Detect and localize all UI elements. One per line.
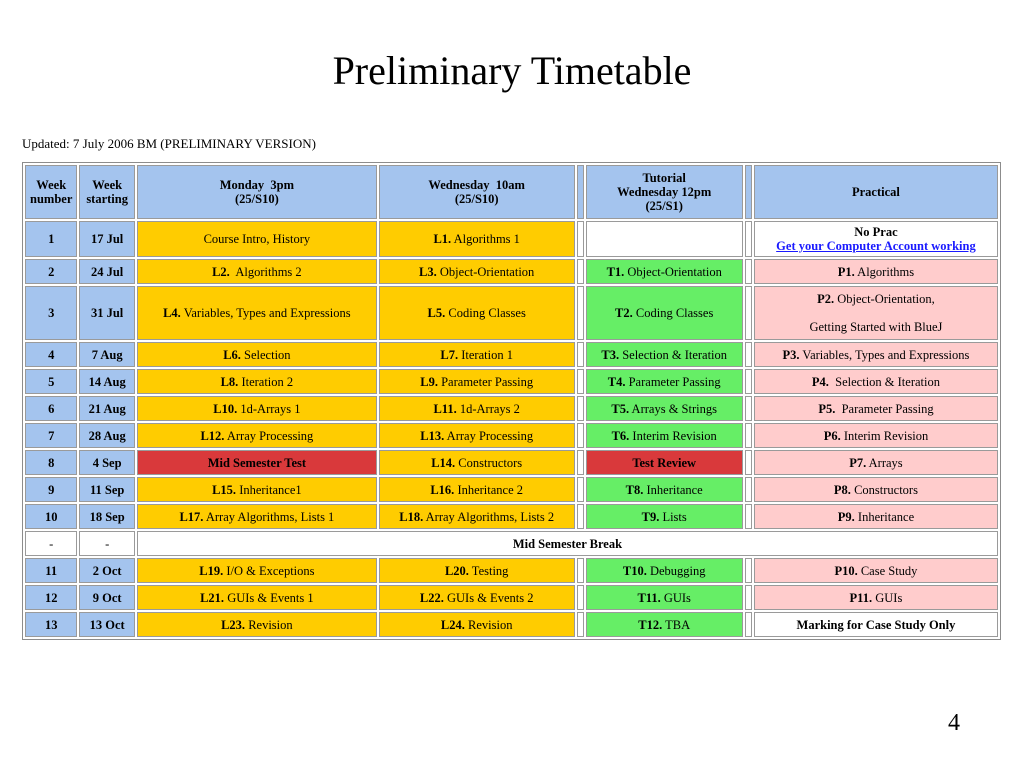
practical-code: P1. [837,264,855,279]
week-number-cell [25,612,77,637]
practical-code: No Prac [854,225,898,239]
timetable [22,162,1001,640]
column-gap [745,504,752,529]
monday-lecture-cell [137,396,377,421]
week-starting: 14 Aug [88,374,126,389]
week-number: 8 [48,455,55,470]
week-number-cell [25,259,77,284]
practical-cell [754,221,998,257]
column-gap [745,477,752,502]
week-number: 2 [48,264,55,279]
lecture-title: Algorithms 2 [229,264,302,279]
week-starting: 21 Aug [88,401,126,416]
practical-code: P8. [833,482,851,497]
week-starting-cell [79,531,134,556]
lecture-title: GUIs & Events 1 [224,590,314,605]
column-gap [577,585,584,610]
week-number: 13 [44,617,58,632]
week-number: 6 [48,401,55,416]
practical-code: P3. [782,347,800,362]
table-row [25,477,998,502]
tutorial-cell [586,259,743,284]
week-starting-cell [79,558,134,583]
column-gap [577,286,584,340]
wednesday-lecture-cell [379,477,575,502]
tutorial-code: T1. [606,264,625,279]
table-row [25,558,998,583]
lecture-code: L14. [431,455,456,470]
header-monday: Monday 3pm (25/S10) [137,165,377,219]
practical-cell [754,396,998,421]
week-starting-cell [79,612,134,637]
page-number: 4 [948,710,960,736]
practical-title: Algorithms [854,264,915,279]
week-number: 7 [48,428,55,443]
header-practical: Practical [754,165,998,219]
week-starting-cell [79,286,134,340]
practical-code: P10. [834,563,858,578]
tutorial-cell [586,558,743,583]
tutorial-cell [586,221,743,257]
lecture-code: L5. [427,306,446,320]
week-starting: 4 Sep [92,455,122,470]
tutorial-cell [586,477,743,502]
practical-cell [754,504,998,529]
wednesday-lecture-cell [379,396,575,421]
monday-lecture-cell [137,504,377,529]
table-row [25,423,998,448]
lecture-code: L24. [440,617,465,632]
practical-title-line2: Getting Started with BlueJ [809,320,943,334]
week-number-cell [25,585,77,610]
slide-title: Preliminary Timetable [332,48,692,93]
lecture-code: L2. [212,264,230,279]
wednesday-lecture-cell [379,612,575,637]
computer-account-link[interactable]: Get your Computer Account working [776,239,976,253]
lecture-title: Array Processing [224,428,314,443]
lecture-title: Testing [468,563,509,578]
week-number: 5 [48,374,55,389]
practical-code: P7. [849,455,867,470]
tutorial-cell [586,585,743,610]
week-number: 3 [48,306,55,320]
tutorial-code: T11. [637,590,661,605]
week-number-cell [25,221,77,257]
header-gap [577,165,584,219]
column-gap [745,450,752,475]
week-number-cell [25,369,77,394]
practical-cell [754,612,998,637]
lecture-title: 1d-Arrays 1 [237,401,301,416]
lecture-title: Revision [464,617,513,632]
column-gap [577,612,584,637]
practical-code: P4. [811,374,829,389]
lecture-title: Constructors [455,455,523,470]
header-row [25,165,998,219]
practical-title: Variables, Types and Expressions [799,347,970,362]
column-gap [745,585,752,610]
lecture-code: L1. [433,232,452,246]
lecture-title: Array Algorithms, Lists 2 [423,509,555,524]
column-gap [577,450,584,475]
week-number-cell [25,450,77,475]
tutorial-code: T2. [615,306,633,320]
lecture-title: 1d-Arrays 2 [456,401,520,416]
week-number: - [49,536,54,551]
week-starting: 7 Aug [91,347,123,362]
lecture-title: Course Intro, History [203,232,311,246]
week-starting-cell [79,477,134,502]
lecture-title: GUIs & Events 2 [443,590,534,605]
lecture-code: L11. [433,401,457,416]
column-gap [745,342,752,367]
lecture-code: L3. [419,264,437,279]
tutorial-cell [586,423,743,448]
column-gap [745,396,752,421]
practical-cell [754,342,998,367]
week-starting-cell [79,342,134,367]
lecture-code: L8. [220,374,239,389]
table-row [25,612,998,637]
lecture-code: L6. [223,347,241,362]
practical-cell [754,477,998,502]
monday-lecture-cell [137,612,377,637]
column-gap [577,504,584,529]
week-starting-cell [79,259,134,284]
practical-cell [754,558,998,583]
lecture-title: Variables, Types and Expressions [180,306,351,320]
week-starting: 2 Oct [92,563,122,578]
tutorial-title: Arrays & Strings [629,401,717,416]
monday-lecture-cell [137,221,377,257]
lecture-code: L10. [213,401,238,416]
wednesday-lecture-cell [379,286,575,340]
week-starting: 28 Aug [88,428,126,443]
week-starting-cell [79,396,134,421]
column-gap [577,221,584,257]
tutorial-title: Interim Revision [629,428,717,443]
practical-title: Constructors [850,482,918,497]
week-starting-cell [79,450,134,475]
lecture-title: Array Processing [444,428,534,443]
lecture-code: L12. [200,428,225,443]
monday-lecture-cell [137,558,377,583]
week-number-cell [25,558,77,583]
week-number-cell [25,342,77,367]
tutorial-code: T3. [601,347,620,362]
week-starting-cell [79,504,134,529]
tutorial-code: T10. [622,563,647,578]
monday-lecture-cell [137,369,377,394]
practical-cell [754,423,998,448]
lecture-code: L21. [200,590,225,605]
practical-code: P9. [837,509,855,524]
monday-lecture-cell [137,585,377,610]
wednesday-lecture-cell [379,423,575,448]
week-number: 11 [45,563,58,578]
lecture-title: Array Algorithms, Lists 1 [203,509,335,524]
tutorial-code: T12. [638,617,663,632]
practical-title: Selection & Iteration [828,374,940,389]
lecture-code: L4. [163,306,181,320]
tutorial-title: Debugging [646,563,706,578]
lecture-title: Inheritance1 [236,482,302,497]
column-gap [745,286,752,340]
week-number-cell [25,396,77,421]
table-row [25,531,998,556]
tutorial-code: T8. [625,482,644,497]
lecture-title: I/O & Exceptions [223,563,315,578]
monday-lecture-cell [137,342,377,367]
practical-code: P6. [823,428,841,443]
practical-code: P11. [849,590,873,605]
tutorial-cell [586,396,743,421]
header-gap [745,165,752,219]
practical-title: GUIs [872,590,903,605]
wednesday-lecture-cell [379,504,575,529]
lecture-title: Inheritance 2 [454,482,524,497]
table-row [25,450,998,475]
tutorial-cell [586,504,743,529]
practical-title: Parameter Passing [835,401,934,416]
practical-cell [754,286,998,340]
column-gap [577,558,584,583]
column-gap [745,369,752,394]
lecture-title: Coding Classes [445,306,526,320]
table-row [25,396,998,421]
header-tutorial: Tutorial Wednesday 12pm (25/S1) [586,165,743,219]
week-number-cell [25,286,77,340]
tutorial-cell [586,450,743,475]
lecture-code: L7. [440,347,459,362]
tutorial-title: Lists [659,509,687,524]
table-row [25,585,998,610]
week-number: 9 [48,482,55,497]
tutorial-title: Selection & Iteration [619,347,728,362]
wednesday-lecture-cell [379,342,575,367]
table-row [25,286,998,340]
lecture-title: Algorithms 1 [451,232,520,246]
table-row [25,504,998,529]
tutorial-title: Coding Classes [632,306,714,320]
wednesday-lecture-cell [379,450,575,475]
week-number-cell [25,423,77,448]
week-number: 12 [44,590,58,605]
table-row [25,369,998,394]
lecture-code: L17. [179,509,204,524]
tutorial-cell [586,342,743,367]
practical-title: Case Study [857,563,918,578]
wednesday-lecture-cell [379,585,575,610]
tutorial-cell [586,369,743,394]
lecture-title: Iteration 1 [458,347,513,362]
week-starting: 11 Sep [89,482,125,497]
tutorial-title: Object-Orientation [624,264,722,279]
lecture-title: Selection [240,347,291,362]
wednesday-lecture-cell [379,558,575,583]
week-starting: 18 Sep [89,509,125,524]
tutorial-cell [586,612,743,637]
tutorial-title: TBA [662,617,691,632]
tutorial-title: GUIs [660,590,691,605]
monday-lecture-cell [137,286,377,340]
column-gap [745,259,752,284]
timetable-body [25,221,998,637]
practical-title: Interim Revision [840,428,929,443]
column-gap [745,423,752,448]
table-row [25,259,998,284]
lecture-code: L19. [199,563,224,578]
wednesday-lecture-cell [379,259,575,284]
mid-semester-break-cell [137,531,998,556]
lecture-title: Iteration 2 [238,374,294,389]
week-starting: 9 Oct [92,590,122,605]
tutorial-code: Test Review [632,455,697,470]
column-gap [577,423,584,448]
week-number-cell [25,477,77,502]
week-number-cell [25,504,77,529]
break-label: Mid Semester Break [512,536,623,551]
week-starting: 17 Jul [90,232,124,246]
tutorial-title: Inheritance [643,482,703,497]
tutorial-cell [586,286,743,340]
column-gap [745,558,752,583]
lecture-code: L18. [399,509,424,524]
monday-lecture-cell [137,423,377,448]
lecture-code: L9. [420,374,438,389]
practical-code: Marking for Case Study Only [796,617,956,632]
lecture-title: Revision [245,617,293,632]
week-starting-cell [79,221,134,257]
practical-cell [754,585,998,610]
updated-note: Updated: 7 July 2006 BM (PRELIMINARY VERSION) [22,136,316,151]
week-number: 4 [48,347,55,362]
week-starting-cell [79,423,134,448]
column-gap [577,259,584,284]
tutorial-title: Parameter Passing [625,374,721,389]
practical-code: P2. [817,292,835,306]
tutorial-code: T4. [607,374,626,389]
week-starting-cell [79,585,134,610]
practical-code: P5. [818,401,836,416]
header-wednesday: Wednesday 10am (25/S10) [379,165,575,219]
lecture-code: Mid Semester Test [207,455,307,470]
tutorial-code: T6. [611,428,630,443]
lecture-code: L23. [221,617,246,632]
wednesday-lecture-cell [379,221,575,257]
tutorial-code: T5. [611,401,630,416]
practical-title: Inheritance [854,509,915,524]
lecture-code: L20. [444,563,469,578]
lecture-code: L15. [212,482,237,497]
week-number-cell [25,531,77,556]
column-gap [577,396,584,421]
week-starting: 31 Jul [90,306,124,320]
lecture-code: L22. [419,590,444,605]
lecture-title: Object-Orientation [436,264,535,279]
column-gap [745,221,752,257]
monday-lecture-cell [137,477,377,502]
column-gap [745,612,752,637]
column-gap [577,369,584,394]
lecture-code: L13. [420,428,445,443]
column-gap [577,342,584,367]
practical-title: Arrays [866,455,903,470]
week-starting: 24 Jul [90,264,124,279]
monday-lecture-cell [137,259,377,284]
header-week-number: Week number [25,165,77,219]
practical-cell [754,369,998,394]
week-starting-cell [79,369,134,394]
practical-cell [754,450,998,475]
table-row [25,342,998,367]
practical-title: Object-Orientation, [834,292,935,306]
tutorial-code: T9. [641,509,660,524]
week-number: 10 [44,509,58,524]
week-starting: 13 Oct [89,617,125,632]
monday-lecture-cell [137,450,377,475]
table-row [25,221,998,257]
column-gap [577,477,584,502]
practical-cell [754,259,998,284]
wednesday-lecture-cell [379,369,575,394]
header-week-starting: Week starting [79,165,134,219]
lecture-title: Parameter Passing [437,374,534,389]
lecture-code: L16. [430,482,455,497]
week-starting: - [105,536,110,551]
week-number: 1 [48,232,55,246]
